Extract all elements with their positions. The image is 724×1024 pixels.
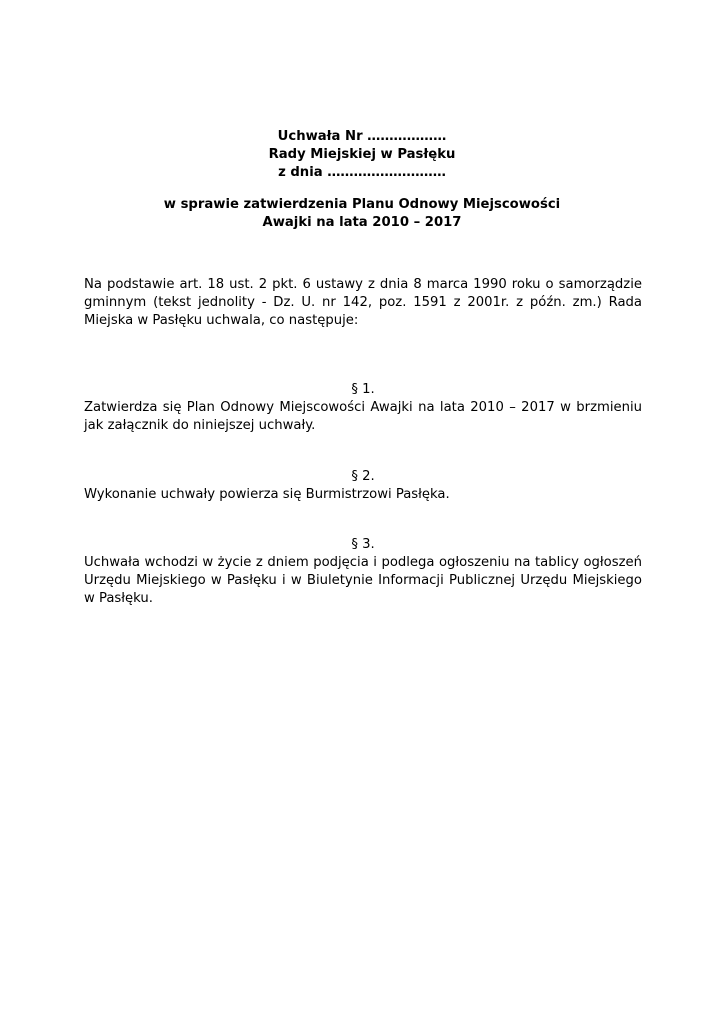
council-name: Rady Miejskiej w Pasłęku <box>268 147 456 162</box>
preamble-paragraph: Na podstawie art. 18 ust. 2 pkt. 6 ustawy z dnia 8 marca 1990 roku o samorządzie gminnym (tekst jednolity - Dz. U. nr 142, poz. 1591 z 2001r. z późn. zm.) Rada Miejska w Pasłęku uchwala, co następuje: <box>84 277 642 328</box>
section-2-text: Wykonanie uchwały powierza się Burmistrzowi Pasłęka. <box>84 487 450 502</box>
resolution-header <box>0 128 724 182</box>
section-2-mark: § 2. <box>351 469 375 484</box>
section-3-text: Uchwała wchodzi w życie z dniem podjęcia i podlega ogłoszeniu na tablicy ogłoszeń Urzędu Miejskiego w Pasłęku i w Biuletynie Informacji Publicznej Urzędu Miejskiego w Pasłęku. <box>84 555 642 606</box>
resolution-subject <box>0 196 724 232</box>
section-1-mark: § 1. <box>351 382 375 397</box>
subject-line-2: Awajki na lata 2010 – 2017 <box>262 215 462 230</box>
section-3-mark: § 3. <box>351 537 375 552</box>
section-1-text: Zatwierdza się Plan Odnowy Miejscowości Awajki na lata 2010 – 2017 w brzmieniu jak załącznik do niniejszej uchwały. <box>84 400 642 433</box>
resolution-date: z dnia ……………………… <box>278 165 446 180</box>
resolution-number: Uchwała Nr ……………… <box>277 129 447 144</box>
subject-line-1: w sprawie zatwierdzenia Planu Odnowy Miejscowości <box>163 197 561 212</box>
